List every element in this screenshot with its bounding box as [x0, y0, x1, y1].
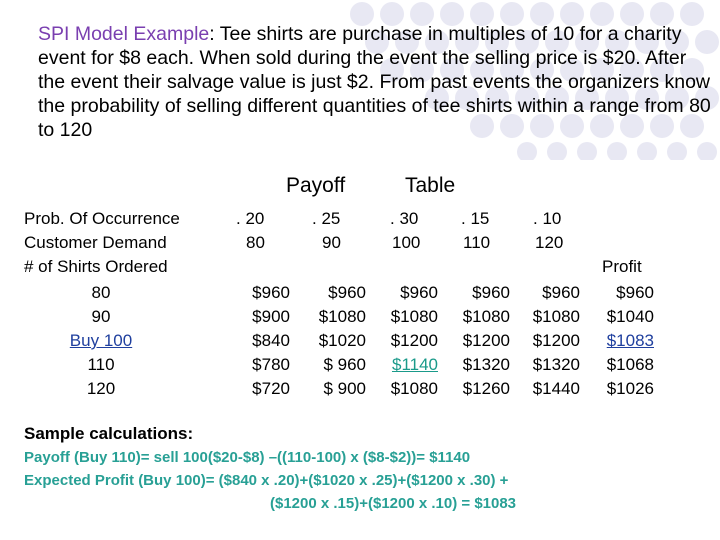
sample-calculations-heading: Sample calculations: [24, 424, 194, 443]
profit-cell-highlight: $1083 [606, 331, 654, 350]
payoff-cell: $1080 [462, 307, 510, 326]
prob-4: . 15 [461, 209, 490, 228]
label-probability: Prob. Of Occurrence [24, 209, 180, 228]
payoff-cell: $1080 [532, 307, 580, 326]
payoff-cell: $1080 [318, 307, 366, 326]
payoff-cell: $960 [472, 283, 510, 302]
label-shirts-ordered: # of Shirts Ordered [24, 257, 168, 276]
payoff-cell: $ 900 [323, 379, 366, 398]
intro-paragraph [38, 22, 713, 142]
payoff-cell: $900 [252, 307, 290, 326]
table-title-table: Table [405, 174, 456, 197]
intro-text: : Tee shirts are purchase in multiples of 10 for a charity event for $8 each. When sold during the event the selling price is $20. After the event their salvage value is just $2. From past events the organizers know the probability of selling different quantities of tee shirts within a range from 80 to 120 [38, 23, 711, 141]
table-title-payoff: Payoff [286, 174, 346, 197]
prob-3: . 30 [390, 209, 419, 228]
payoff-cell: $960 [542, 283, 580, 302]
order-buy-100: Buy 100 [69, 331, 133, 350]
payoff-cell: $960 [252, 283, 290, 302]
prob-5: . 10 [533, 209, 562, 228]
payoff-cell: $1200 [532, 331, 580, 350]
order-80: 80 [91, 283, 111, 302]
payoff-cell: $1200 [462, 331, 510, 350]
order-90: 90 [91, 307, 111, 326]
sample-line-1: Payoff (Buy 110)= sell 100($20-$8) –((110-100) x ($8-$2))= $1140 [24, 449, 471, 466]
payoff-cell: $840 [252, 331, 290, 350]
profit-cell: $1068 [606, 355, 654, 374]
payoff-cell: $1020 [318, 331, 366, 350]
payoff-cell: $960 [328, 283, 366, 302]
intro-highlight: SPI Model Example [38, 23, 210, 45]
payoff-cell-highlight: $1140 [391, 355, 438, 374]
profit-header: Profit [602, 257, 642, 276]
demand-1: 80 [246, 233, 265, 252]
payoff-cell: $1080 [390, 379, 438, 398]
profit-cell: $1040 [606, 307, 654, 326]
payoff-cell: $1260 [462, 379, 510, 398]
prob-2: . 25 [312, 209, 341, 228]
payoff-cell: $1200 [390, 331, 438, 350]
payoff-cell: $1440 [532, 379, 580, 398]
profit-cell: $1026 [606, 379, 654, 398]
payoff-cell: $1320 [532, 355, 580, 374]
sample-line-3: ($1200 x .15)+($1200 x .10) = $1083 [270, 495, 517, 512]
payoff-cell: $1320 [462, 355, 510, 374]
profit-cell: $960 [616, 283, 654, 302]
demand-4: 110 [463, 233, 491, 252]
demand-3: 100 [392, 233, 421, 252]
sample-line-2: Expected Profit (Buy 100)= ($840 x .20)+($1020 x .25)+($1200 x .30) + [24, 472, 509, 489]
order-110: 110 [87, 355, 115, 374]
demand-2: 90 [322, 233, 341, 252]
label-customer-demand: Customer Demand [24, 233, 167, 252]
payoff-cell: $1080 [390, 307, 438, 326]
demand-5: 120 [535, 233, 564, 252]
prob-1: . 20 [236, 209, 265, 228]
order-120: 120 [86, 379, 116, 398]
payoff-cell: $720 [252, 379, 290, 398]
payoff-cell: $780 [252, 355, 290, 374]
payoff-cell: $ 960 [323, 355, 366, 374]
payoff-cell: $960 [400, 283, 438, 302]
